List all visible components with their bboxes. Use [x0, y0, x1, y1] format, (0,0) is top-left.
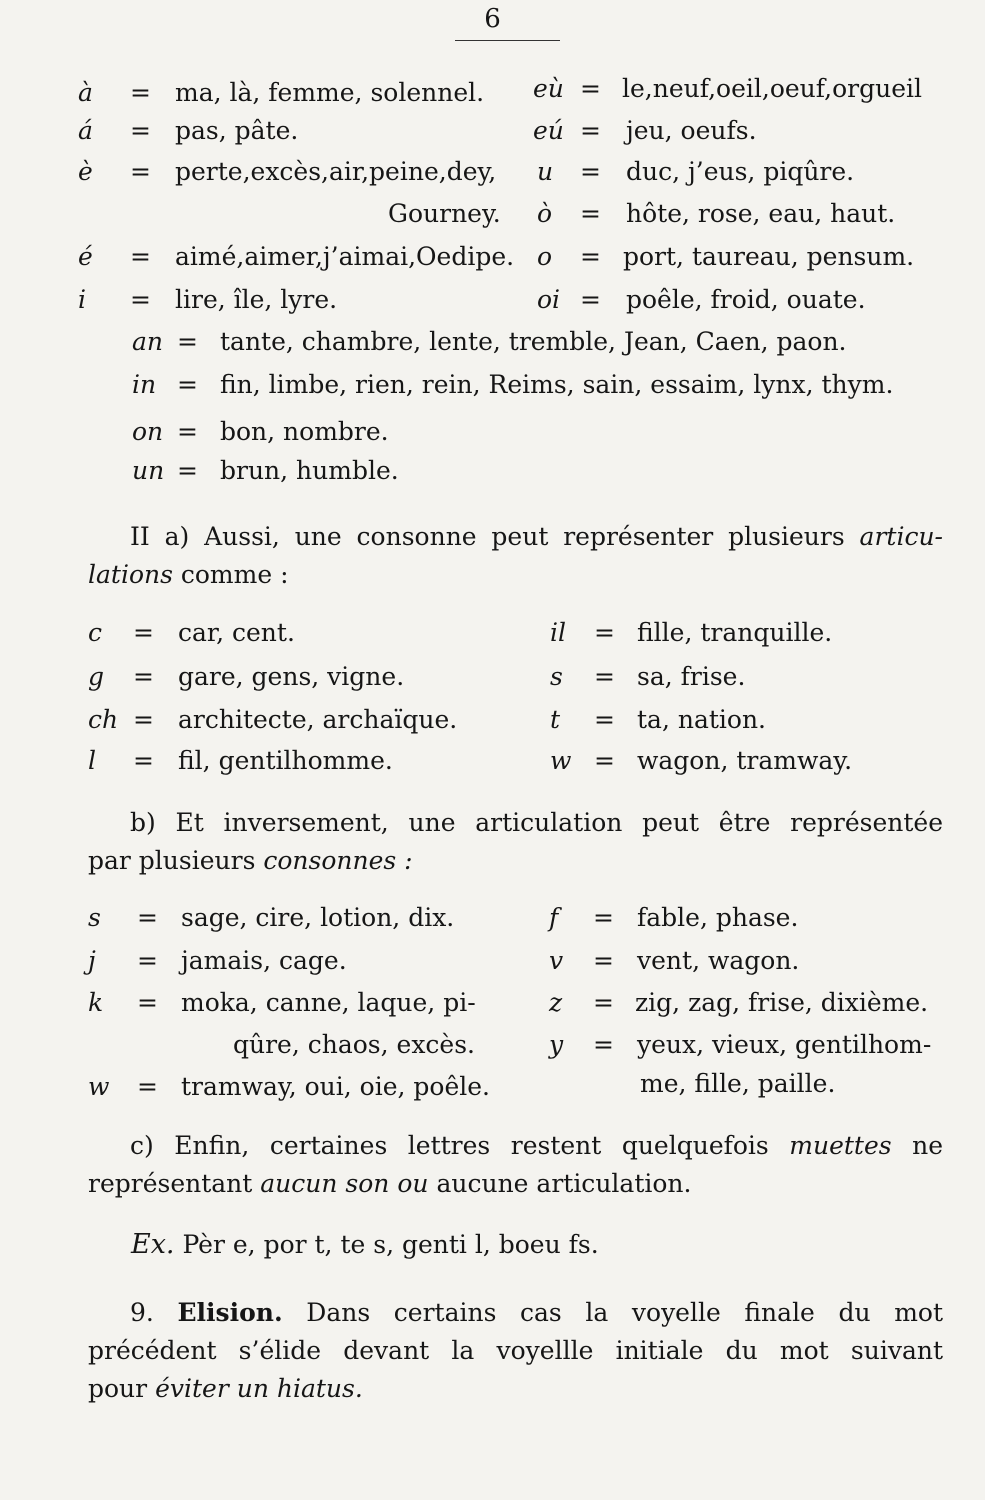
vowel-examples: aimé,aimer,j’aimai,Oedipe.	[175, 242, 515, 271]
paragraph-9-elision	[88, 1294, 943, 1408]
equals-sign: =	[580, 285, 601, 314]
example-label: Ex.	[131, 1229, 175, 1260]
equals-sign: =	[130, 78, 151, 107]
equals-sign: =	[133, 746, 154, 775]
vowel-symbol: o	[537, 242, 553, 271]
equals-sign: =	[593, 903, 614, 932]
nasal-symbol: on	[132, 417, 164, 446]
paragraph-2c-line2: représentant aucun son ou aucune articulation.	[88, 1169, 692, 1198]
equals-sign: =	[133, 662, 154, 691]
paragraph-9-line2: précédent s’élide devant la voyellle initiale du mot suivant	[88, 1336, 943, 1365]
consonant-examples: fil, gentilhomme.	[178, 746, 393, 775]
consonant-symbol: g	[88, 662, 105, 691]
consonant-symbol: s	[550, 662, 563, 691]
consonant-symbol: t	[550, 705, 561, 734]
vowel-symbol: i	[78, 285, 86, 314]
equals-sign: =	[133, 705, 154, 734]
consonant-symbol: c	[88, 618, 103, 647]
equals-sign: =	[137, 903, 158, 932]
vowel-symbol: à	[78, 78, 93, 107]
articulation-symbol: k	[88, 988, 104, 1017]
equals-sign: =	[580, 116, 601, 145]
vowel-examples: poêle, froid, ouate.	[626, 285, 866, 314]
equals-sign: =	[580, 157, 601, 186]
vowel-examples: perte,excès,air,peine,dey,	[175, 157, 497, 186]
paragraph-9-line3: pour éviter un hiatus.	[88, 1374, 363, 1403]
consonant-symbol: w	[550, 746, 572, 775]
articulation-examples: vent, wagon.	[637, 946, 800, 975]
vowel-examples: ma, là, femme, solennel.	[175, 78, 485, 107]
vowel-examples: port, taureau, pensum.	[623, 242, 915, 271]
vowel-symbol: á	[78, 116, 93, 145]
paragraph-2c	[88, 1127, 943, 1203]
header-rule	[455, 40, 560, 41]
equals-sign: =	[137, 1072, 158, 1101]
consonant-examples: car, cent.	[178, 618, 295, 647]
nasal-examples: fin, limbe, rien, rein, Reims, sain, essaim, lynx, thym.	[220, 370, 894, 399]
articulation-examples: zig, zag, frise, dixième.	[635, 988, 929, 1017]
articulation-examples-continued: qûre, chaos, excès.	[233, 1030, 475, 1059]
paragraph-2a	[88, 518, 943, 594]
paragraph-2b-line1: b) Et inversement, une articulation peut être représentée	[130, 808, 943, 837]
consonant-examples: wagon, tramway.	[637, 746, 853, 775]
paragraph-2b	[88, 804, 943, 880]
equals-sign: =	[130, 285, 151, 314]
equals-sign: =	[177, 456, 198, 485]
vowel-symbol: eú	[533, 116, 564, 145]
nasal-examples: brun, humble.	[220, 456, 399, 485]
equals-sign: =	[594, 746, 615, 775]
vowel-symbol: é	[78, 242, 93, 271]
example-line	[131, 1230, 599, 1260]
vowel-examples: lire, île, lyre.	[175, 285, 338, 314]
equals-sign: =	[177, 417, 198, 446]
equals-sign: =	[137, 946, 158, 975]
equals-sign: =	[177, 327, 198, 356]
nasal-symbol: un	[132, 456, 165, 485]
section-title-elision: Elision.	[177, 1298, 283, 1327]
equals-sign: =	[130, 116, 151, 145]
consonant-examples: sa, frise.	[637, 662, 746, 691]
vowel-examples: duc, j’eus, piqûre.	[626, 157, 855, 186]
consonant-examples: ta, nation.	[637, 705, 766, 734]
consonant-symbol: il	[550, 618, 566, 647]
vowel-symbol: ò	[537, 199, 553, 228]
articulation-symbol: f	[549, 903, 559, 932]
consonant-symbol: l	[88, 746, 96, 775]
paragraph-9-line1: 9. Elision. Dans certains cas la voyelle finale du mot	[130, 1298, 943, 1327]
consonant-examples: gare, gens, vigne.	[178, 662, 405, 691]
vowel-symbol: è	[78, 157, 93, 186]
equals-sign: =	[580, 242, 601, 271]
equals-sign: =	[580, 74, 601, 103]
example-text: Pèr e, por t, te s, genti l, boeu fs.	[182, 1230, 599, 1259]
articulation-symbol: y	[549, 1030, 564, 1059]
equals-sign: =	[593, 988, 614, 1017]
articulation-symbol: z	[549, 988, 563, 1017]
vowel-examples-continued: Gourney.	[388, 199, 501, 228]
vowel-symbol: oi	[537, 285, 561, 314]
articulation-symbol: s	[88, 903, 101, 932]
articulation-symbol: v	[549, 946, 564, 975]
vowel-examples: pas, pâte.	[175, 116, 299, 145]
equals-sign: =	[594, 662, 615, 691]
paragraph-2a-line1: II a) Aussi, une consonne peut représenter plusieurs articu-	[130, 522, 943, 551]
consonant-symbol: ch	[88, 705, 119, 734]
equals-sign: =	[130, 242, 151, 271]
equals-sign: =	[133, 618, 154, 647]
articulation-examples: yeux, vieux, gentilhom-	[637, 1030, 932, 1059]
vowel-symbol: eù	[533, 74, 564, 103]
articulation-symbol: w	[88, 1072, 110, 1101]
nasal-symbol: in	[132, 370, 157, 399]
articulation-examples: moka, canne, laque, pi-	[181, 988, 476, 1017]
equals-sign: =	[137, 988, 158, 1017]
equals-sign: =	[594, 618, 615, 647]
articulation-examples-continued: me, fille, paille.	[640, 1069, 836, 1098]
articulation-examples: jamais, cage.	[181, 946, 347, 975]
consonant-examples: architecte, archaïque.	[178, 705, 458, 734]
consonant-examples: fille, tranquille.	[637, 618, 833, 647]
nasal-symbol: an	[132, 327, 164, 356]
nasal-examples: tante, chambre, lente, tremble, Jean, Caen, paon.	[220, 327, 847, 356]
page-number: 6	[484, 4, 501, 34]
paragraph-2c-line1: c) Enfin, certaines lettres restent quelquefois muettes ne	[130, 1131, 944, 1160]
paragraph-2a-line2: lations comme :	[88, 560, 289, 589]
vowel-examples: jeu, oeufs.	[626, 116, 757, 145]
articulation-examples: tramway, oui, oie, poêle.	[181, 1072, 490, 1101]
articulation-examples: fable, phase.	[637, 903, 799, 932]
paragraph-2b-line2: par plusieurs consonnes :	[88, 846, 413, 875]
vowel-examples: hôte, rose, eau, haut.	[626, 199, 896, 228]
vowel-symbol: u	[537, 157, 554, 186]
equals-sign: =	[580, 199, 601, 228]
nasal-examples: bon, nombre.	[220, 417, 389, 446]
articulation-examples: sage, cire, lotion, dix.	[181, 903, 455, 932]
equals-sign: =	[177, 370, 198, 399]
equals-sign: =	[593, 1030, 614, 1059]
equals-sign: =	[593, 946, 614, 975]
vowel-examples: le,neuf,oeil,oeuf,orgueil	[622, 74, 922, 103]
equals-sign: =	[594, 705, 615, 734]
articulation-symbol: j	[88, 946, 96, 975]
equals-sign: =	[130, 157, 151, 186]
